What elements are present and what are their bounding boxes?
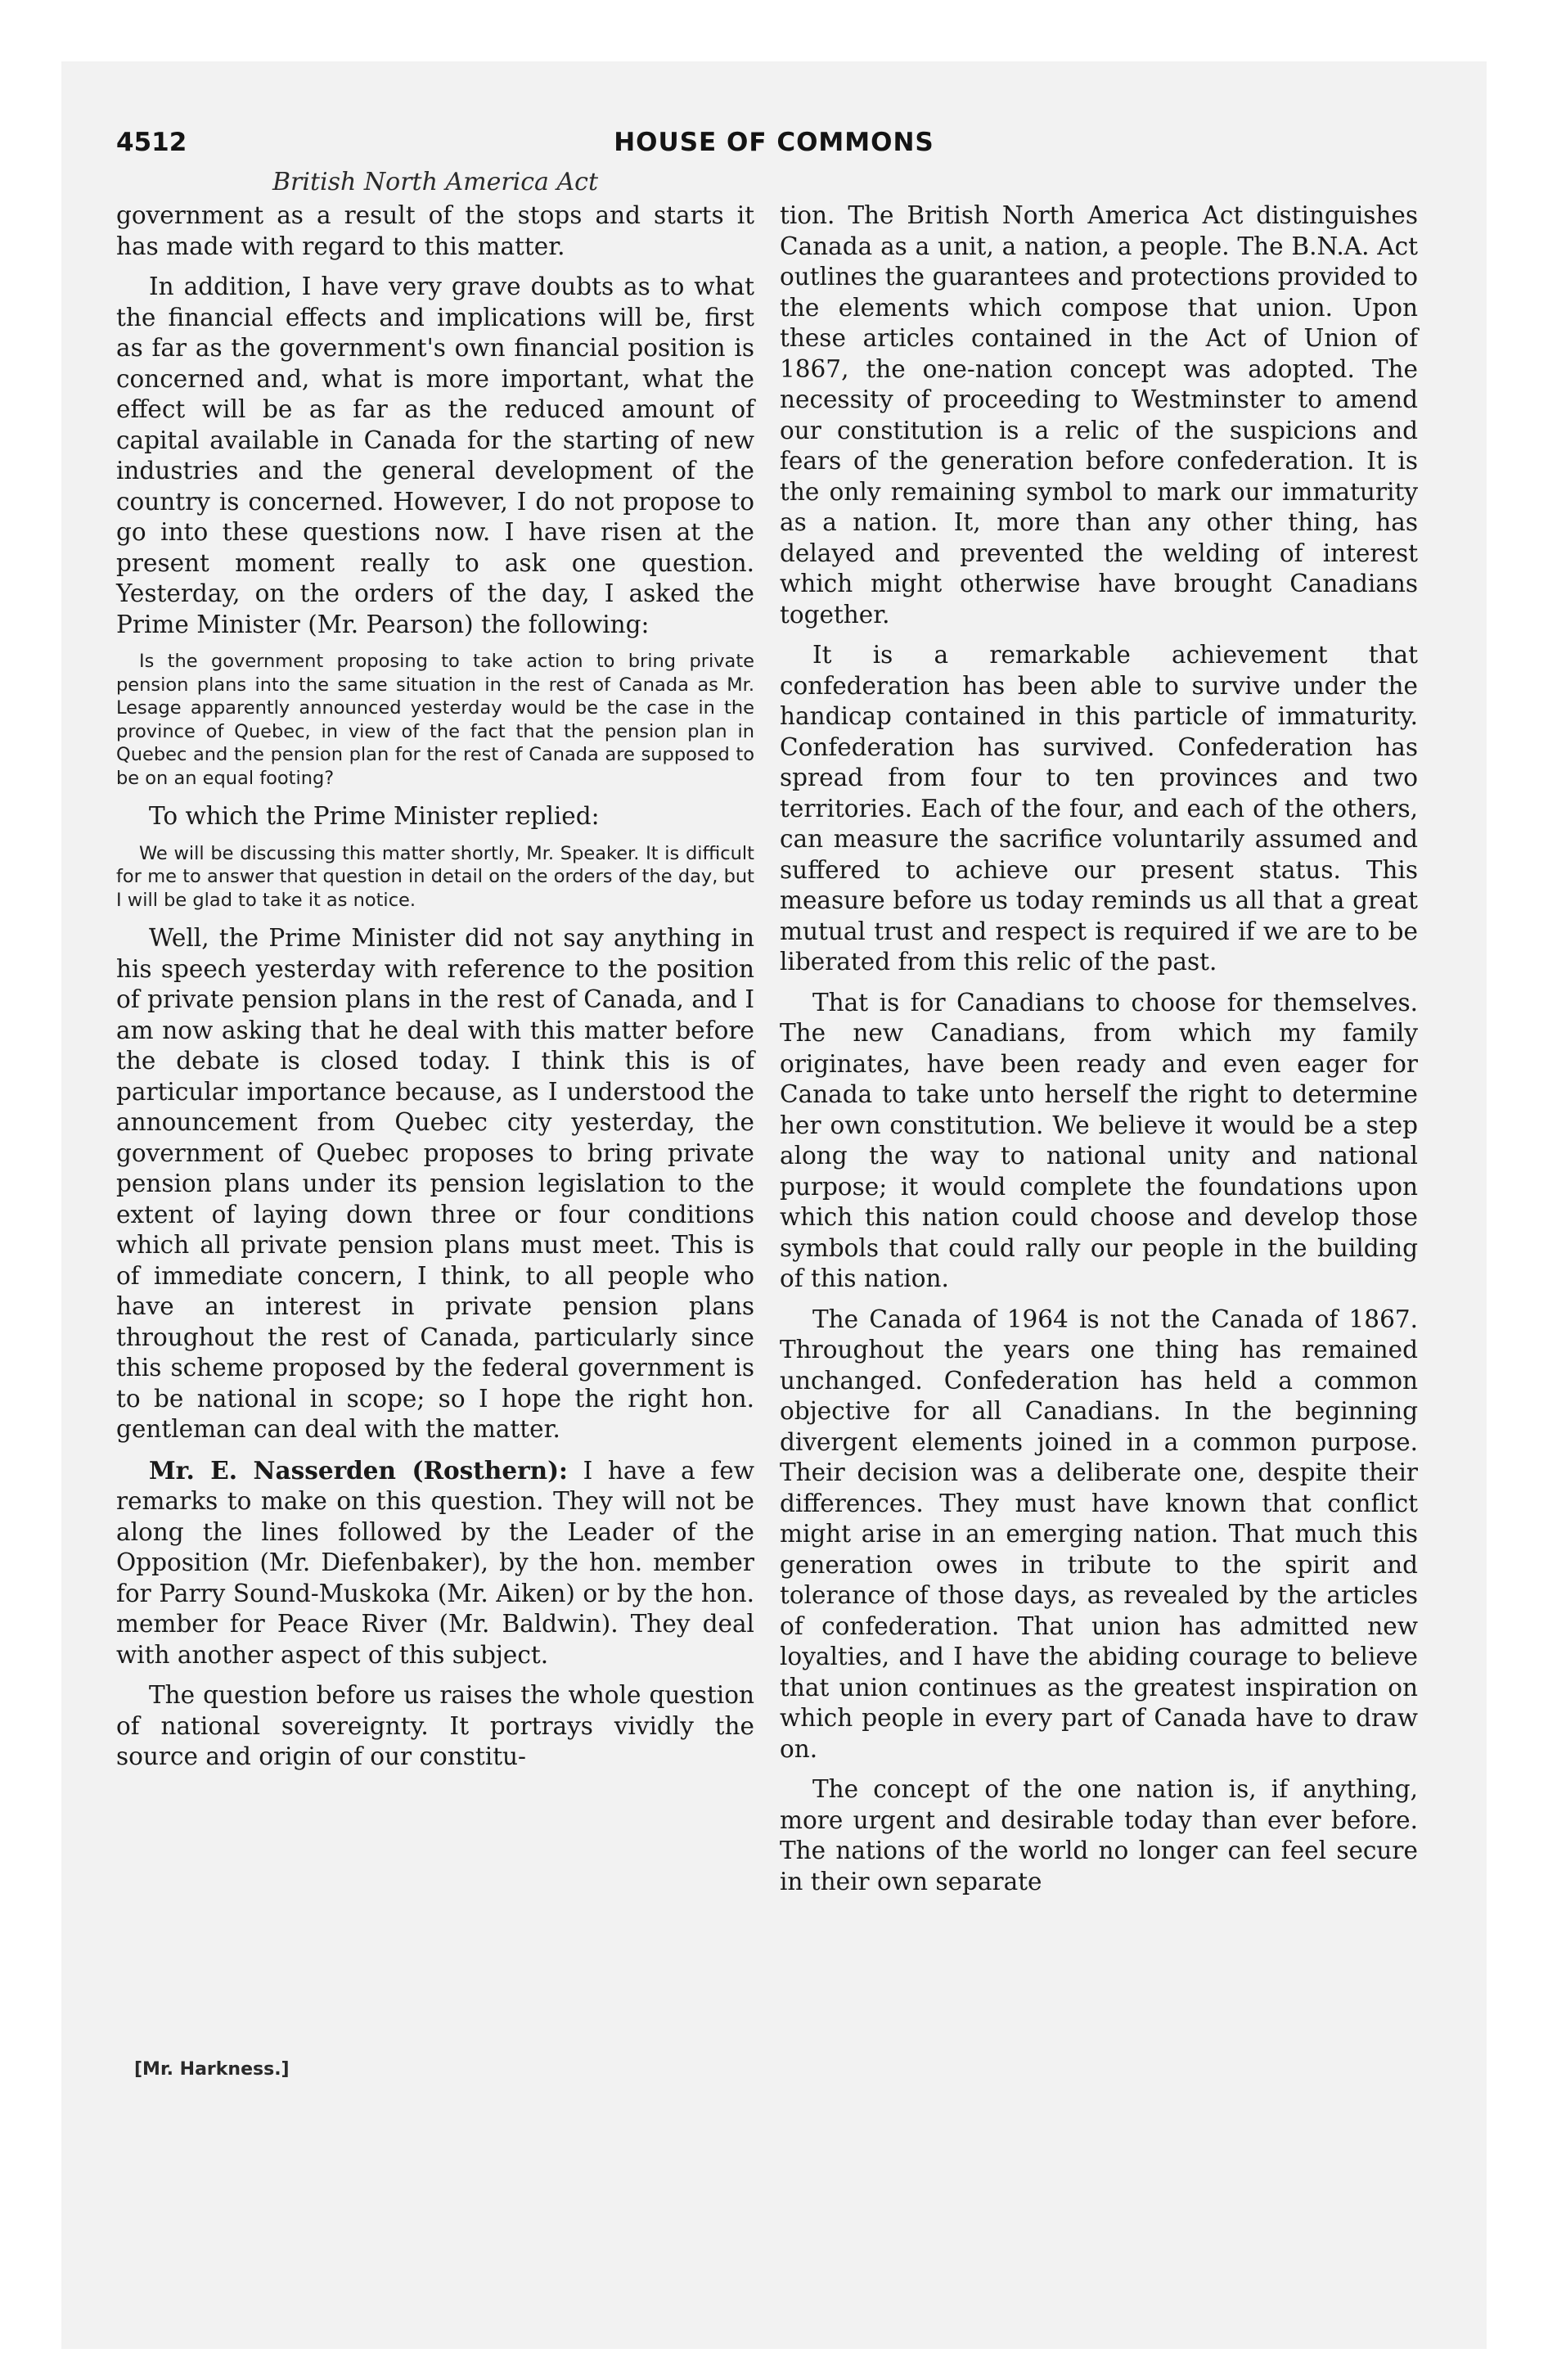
quotation: We will be discussing this matter shortly, Mr. Speaker. It is difficult for me to answer that question in detail on the orders of the day, but I will be glad to take it as notice. <box>116 842 754 911</box>
paragraph: The concept of the one nation is, if anything, more urgent and desirable today than ever before. The nations of the world no longer can feel secure in their own separate <box>780 1775 1418 1895</box>
paragraph: That is for Canadians to choose for themselves. The new Canadians, from which my family originates, have been ready and even eager for Canada to take unto herself the right to determine her own constitution. We believe it would be a step along the way to national unity and national purpose; it would complete the foundations upon which this nation could choose and develop those symbols that could rally our people in the building of this nation. <box>780 988 1418 1292</box>
page-number: 4512 <box>116 128 187 157</box>
paragraph: Well, the Prime Minister did not say anything in his speech yesterday with reference to the position of private pension plans in the rest of Canada, and I am now asking that he deal with this matter before the debate is closed today. I think this is of particular importance because, as I understood the announcement from Quebec city yesterday, the government of Quebec proposes to bring private pension plans under its pension legislation to the extent of laying down three or four conditions which all private pension plans must meet. This is of immediate concern, I think, to all people who have an interest in private pension plans throughout the rest of Canada, particularly since this scheme proposed by the federal government is to be national in scope; so I hope the right hon. gentleman can deal with the matter. <box>116 924 754 1443</box>
paragraph: government as a result of the stops and starts it has made with regard to this matter. <box>116 201 754 260</box>
speech-text: I have a few remarks to make on this question. They will not be along the lines followed by the Leader of the Opposition (Mr. Diefenbaker), by the hon. member for Parry Sound-Muskoka (Mr. Aiken) or by the hon. member for Peace River (Mr. Baldwin). They deal with another aspect of this subject. <box>116 1456 755 1669</box>
speaker-name: Mr. E. Nasserden (Rosthern): <box>149 1455 568 1485</box>
paragraph <box>116 1455 754 1671</box>
speaker-footer-note: [Mr. Harkness.] <box>134 2059 290 2080</box>
paragraph: The question before us raises the whole question of national sovereignty. It portrays vividly the source and origin of our constitu- <box>116 1681 754 1770</box>
paragraph: It is a remarkable achievement that confederation has been able to survive under the handicap contained in this particle of immaturity. Confederation has survived. Confederation has spread from four to ten provinces and two territories. Each of the four, and each of the others, can measure the sacrifice voluntarily assumed and suffered to achieve our present status. This measure before us today reminds us all that a great mutual trust and respect is required if we are to be liberated from this relic of the past. <box>780 641 1418 976</box>
page-header <box>116 123 1432 164</box>
section-subtitle: British North America Act <box>272 168 598 196</box>
left-column <box>116 201 754 1783</box>
paragraph: To which the Prime Minister replied: <box>149 802 600 830</box>
paragraph: The Canada of 1964 is not the Canada of 1867. Throughout the years one thing has remained unchanged. Confederation has held a common objective for all Canadians. In the beginning divergent elements joined in a common purpose. Their decision was a deliberate one, despite their differences. They must have known that conflict might arise in an emerging nation. That much this generation owes in tribute to the spirit and tolerance of those days, as revealed by the articles of confederation. That union has admitted new loyalties, and I have the abiding courage to believe that union continues as the greatest inspiration on which people in every part of Canada have to draw on. <box>780 1305 1418 1763</box>
paragraph: tion. The British North America Act distinguishes Canada as a unit, a nation, a people. The B.N.A. Act outlines the guarantees and protections provided to the elements which compose that union. Upon these articles contained in the Act of Union of 1867, the one-nation concept was adopted. The necessity of proceeding to Westminster to amend our constitution is a relic of the suspicions and fears of the generation before confederation. It is the only remaining symbol to mark our immaturity as a nation. It, more than any other thing, has delayed and prevented the welding of interest which might otherwise have brought Canadians together. <box>780 201 1418 629</box>
paragraph: In addition, I have very grave doubts as to what the financial effects and implications will be, first as far as the government's own financial position is concerned and, what is more important, what the effect will be as far as the reduced amount of capital available in Canada for the starting of new industries and the general development of the country is concerned. However, I do not propose to go into these questions now. I have risen at the present moment really to ask one question. Yesterday, on the orders of the day, I asked the Prime Minister (Mr. Pearson) the following: <box>116 273 754 638</box>
quotation: Is the government proposing to take action to bring private pension plans into the same situation in the rest of Canada as Mr. Lesage apparently announced yesterday would be the case in the province of Quebec, in view of the fact that the pension plan in Quebec and the pension plan for the rest of Canada are supposed to be on an equal footing? <box>116 651 754 789</box>
right-column <box>780 201 1418 1907</box>
running-title: HOUSE OF COMMONS <box>614 128 934 157</box>
